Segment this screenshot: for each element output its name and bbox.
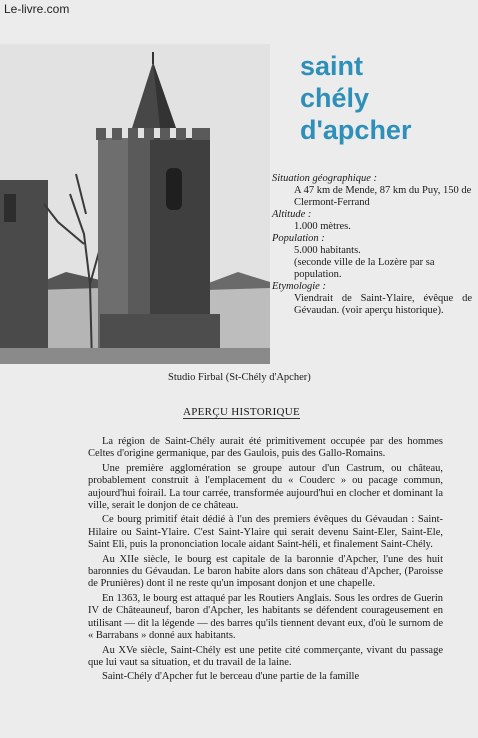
church-photo [0, 44, 270, 364]
title-line: chély [300, 83, 370, 113]
etymologie-label: Etymologie : [272, 281, 326, 292]
title-line: d'apcher [300, 115, 412, 145]
paragraph: Ce bourg primitif était dédié à l'un des premiers évêques du Gévaudan : Saint-Hilaire ou Saint-Ylaire. C'est Saint-Ylaire qui serait devenu Saint-Eler, Saint-Ele, Saint Eli, puis la prononciation locale aidant Saint-héli, et finalement Saint-Chély. [88, 514, 443, 551]
situation-label: Situation géographique : [272, 173, 377, 184]
info-block [272, 173, 472, 317]
etymologie-value: Viendrait de Saint-Ylaire, évêque de Gévaudan. (voir aperçu historique). [294, 293, 472, 316]
title-line: saint [300, 51, 364, 81]
paragraph: Une première agglomération se groupe autour d'un Castrum, ou château, probablement construit à l'emplacement du « Couderc » ou pacage commun, aujourd'hui foirail. La tour carrée, transformée aujourd'hui en clocher et dominant la ville, serait le donjon de ce château. [88, 462, 443, 512]
section-title [183, 406, 300, 418]
paragraph: En 1363, le bourg est attaqué par les Routiers Anglais. Sous les ordres de Guerin IV de Châteauneuf, baron d'Apcher, les habitants se défendent courageusement en utilisant — dit la légende — des barres qu'ils tiennent devant eux, d'où le surnom de « Barrabans » donné aux habitants. [88, 592, 443, 642]
paragraph: Au XIIe siècle, le bourg est capitale de la baronnie d'Apcher, l'une des huit baronnies du Gévaudan. Le baron habite alors dans son château d'Apcher, (Paroisse de Prunières) dont il ne reste qu'un imposant donjon et une chapelle. [88, 553, 443, 590]
population-value: 5.000 habitants. [294, 245, 361, 256]
paragraph: Saint-Chély d'Apcher fut le berceau d'une partie de la famille [102, 671, 360, 683]
population-note: (seconde ville de la Lozère par sa population. [294, 257, 435, 280]
town-title [300, 50, 411, 146]
watermark: Le-livre.com [4, 2, 70, 16]
population-label: Population : [272, 233, 325, 244]
paragraph: La région de Saint-Chély aurait été primitivement occupée par des hommes Celtes d'origine germanique, par des Gaulois, puis des Gallo-Romains. [88, 436, 443, 460]
altitude-label: Altitude : [272, 209, 312, 220]
situation-value: A 47 km de Mende, 87 km du Puy, 150 de Clermont-Ferrand [294, 185, 472, 208]
history-text [88, 436, 443, 686]
altitude-value: 1.000 mètres. [294, 221, 351, 232]
section-title-text: APERÇU HISTORIQUE [183, 406, 301, 418]
photo-caption: Studio Firbal (St-Chély d'Apcher) [168, 372, 311, 383]
paragraph: Au XVe siècle, Saint-Chély est une petite cité commerçante, vivant du passage que lui vaut sa situation, et du travail de la laine. [88, 644, 443, 668]
